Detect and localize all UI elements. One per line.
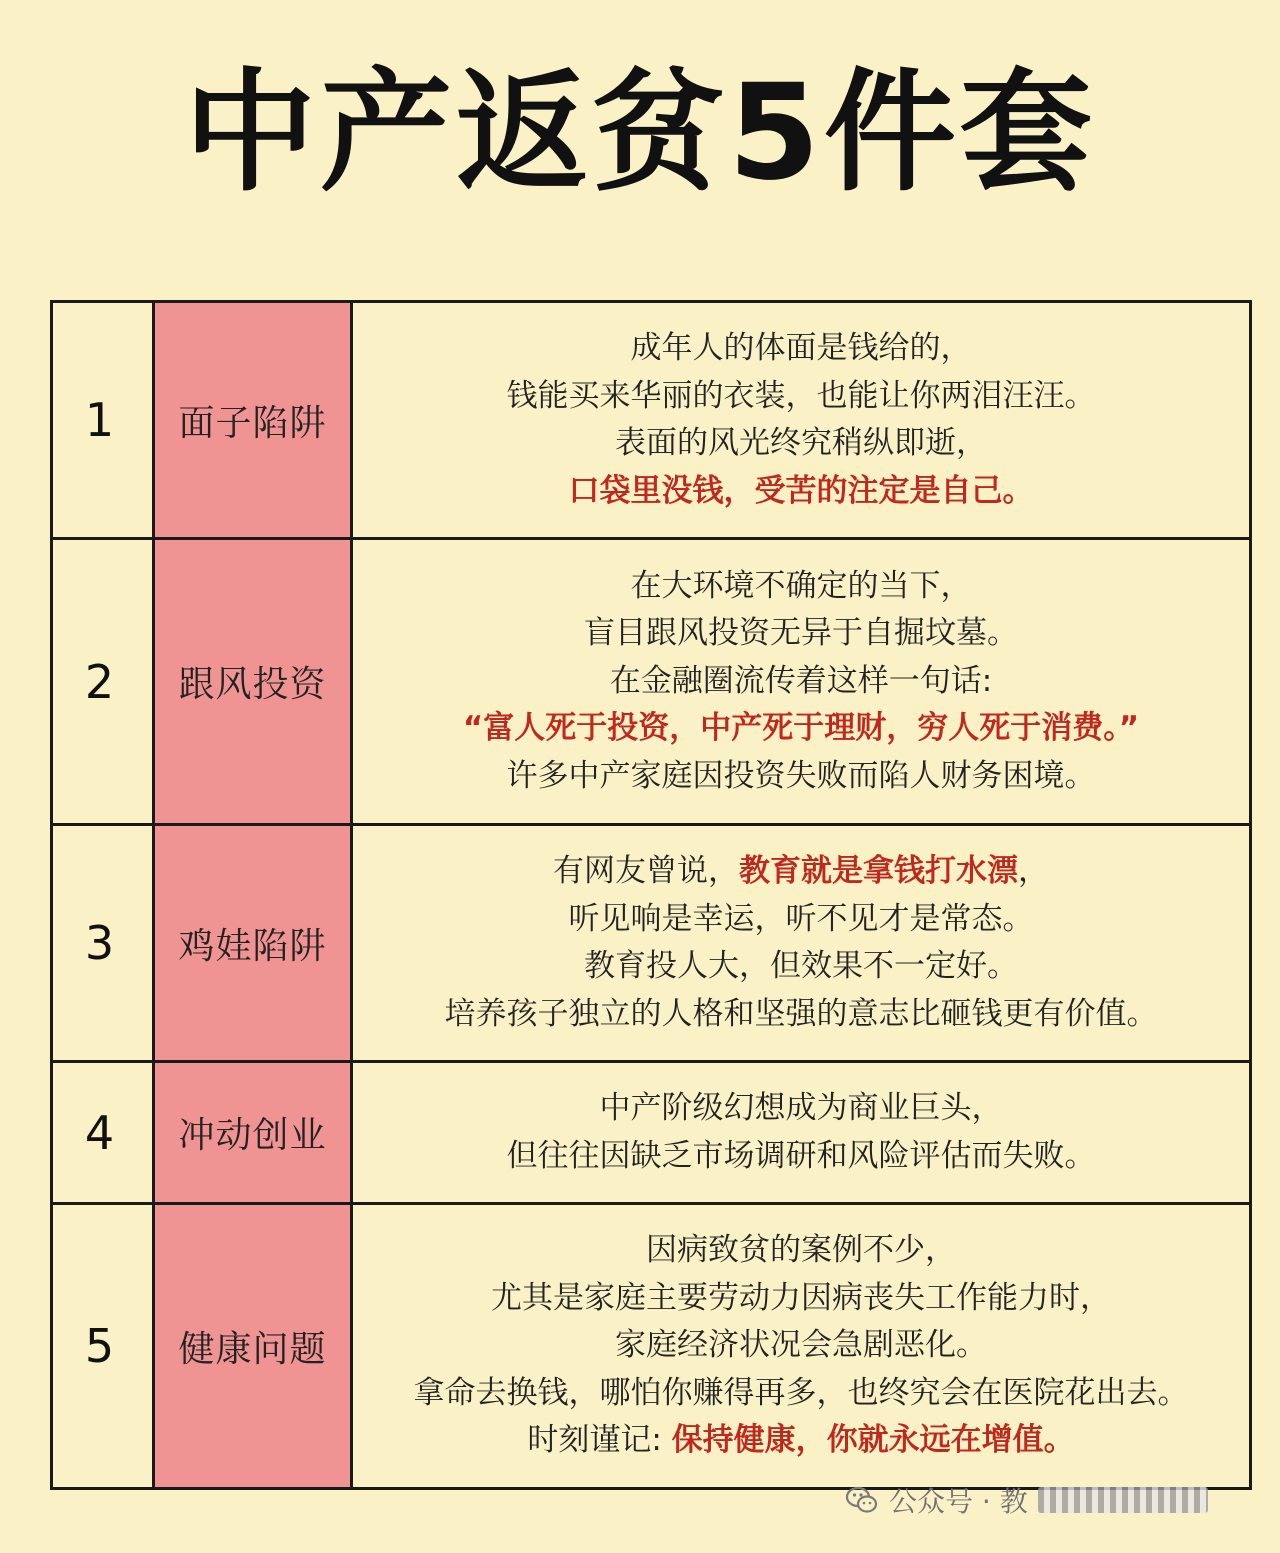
table-row (52, 539, 1251, 825)
body-text: 教育投人大，但效果不一定好。 (584, 948, 1018, 984)
body-text: 在大环境不确定的当下， (630, 567, 972, 604)
body-text: 许多中产家庭因投资失败而陷人财务困境。 (506, 757, 1096, 794)
description-line (363, 658, 1239, 706)
row-label: 鸡娃陷阱 (154, 825, 352, 1062)
highlight-text: “富人死于投资，中产死于理财，穷人死于消费。” (462, 710, 1140, 747)
row-description (352, 302, 1251, 539)
description-line (363, 610, 1239, 658)
wechat-icon (845, 1483, 879, 1517)
description-line (363, 753, 1239, 801)
description-line (363, 420, 1239, 468)
body-text: 家庭经济状况会急剧恶化。 (615, 1327, 987, 1364)
description-line (363, 848, 1239, 896)
description-line (363, 373, 1239, 421)
row-number: 4 (52, 1062, 154, 1204)
body-text: 拿命去换钱，哪怕你赚得再多，也终究会在医院花出去。 (413, 1374, 1189, 1411)
description-line (363, 1085, 1239, 1133)
description-line (363, 1370, 1239, 1418)
description-line (363, 325, 1239, 373)
row-label: 跟风投资 (154, 539, 352, 825)
watermark-text: 公众号 · 教 (889, 1485, 1028, 1518)
row-description (352, 1204, 1251, 1489)
body-text: 钱能买来华丽的衣装，也能让你两泪汪汪。 (506, 377, 1096, 414)
row-number: 2 (52, 539, 154, 825)
body-text: 培养孩子独立的人格和坚强的意志比砸钱更有价值。 (444, 995, 1158, 1032)
page-title: 中产返贫5件套 (184, 56, 1096, 210)
description-line (363, 991, 1239, 1039)
table-row (52, 302, 1251, 539)
row-description (352, 825, 1251, 1062)
description-line (363, 705, 1239, 753)
description-line (363, 1227, 1239, 1275)
body-text: 有网友曾说， (553, 853, 739, 889)
watermark-obscured (1038, 1487, 1208, 1513)
highlight-text: 教育就是拿钱打水漂 (739, 853, 1018, 889)
body-text: 中产阶级幻想成为商业巨头， (599, 1090, 1003, 1126)
description-line (363, 563, 1239, 611)
row-description (352, 1062, 1251, 1204)
row-description (352, 539, 1251, 825)
description-line (363, 1417, 1239, 1465)
description-line (363, 1322, 1239, 1370)
body-text: 盲目跟风投资无异于自掘坟墓。 (584, 615, 1018, 652)
highlight-text: 保持健康，你就永远在增值。 (671, 1422, 1075, 1459)
body-text: 成年人的体面是钱给的， (630, 330, 972, 366)
table-row (52, 1062, 1251, 1204)
body-text: 尤其是家庭主要劳动力因病丧失工作能力时， (491, 1279, 1111, 1316)
row-label: 冲动创业 (154, 1062, 352, 1204)
table-row (52, 825, 1251, 1062)
description-line (363, 1275, 1239, 1323)
table-body (52, 302, 1251, 1489)
row-number: 3 (52, 825, 154, 1062)
row-label: 面子陷阱 (154, 302, 352, 539)
description-line (363, 1133, 1239, 1181)
description-line (363, 468, 1239, 516)
body-text: 因病致贫的案例不少， (646, 1232, 956, 1269)
body-text: 听见响是幸运，听不见才是常态。 (568, 900, 1034, 937)
body-text: ， (1018, 853, 1049, 889)
description-line (363, 896, 1239, 944)
body-text: 时刻谨记: (527, 1422, 672, 1459)
body-text: 但往往因缺乏市场调研和风险评估而失败。 (506, 1137, 1096, 1174)
content-table (50, 300, 1252, 1490)
table-row (52, 1204, 1251, 1489)
body-text: 表面的风光终究稍纵即逝， (615, 425, 987, 461)
body-text: 在金融圈流传着这样一句话: (609, 662, 993, 699)
watermark (845, 1480, 1208, 1520)
highlight-text: 口袋里没钱，受苦的注定是自己。 (568, 472, 1034, 509)
row-number: 1 (52, 302, 154, 539)
row-label: 健康问题 (154, 1204, 352, 1489)
description-line (363, 943, 1239, 991)
row-number: 5 (52, 1204, 154, 1489)
